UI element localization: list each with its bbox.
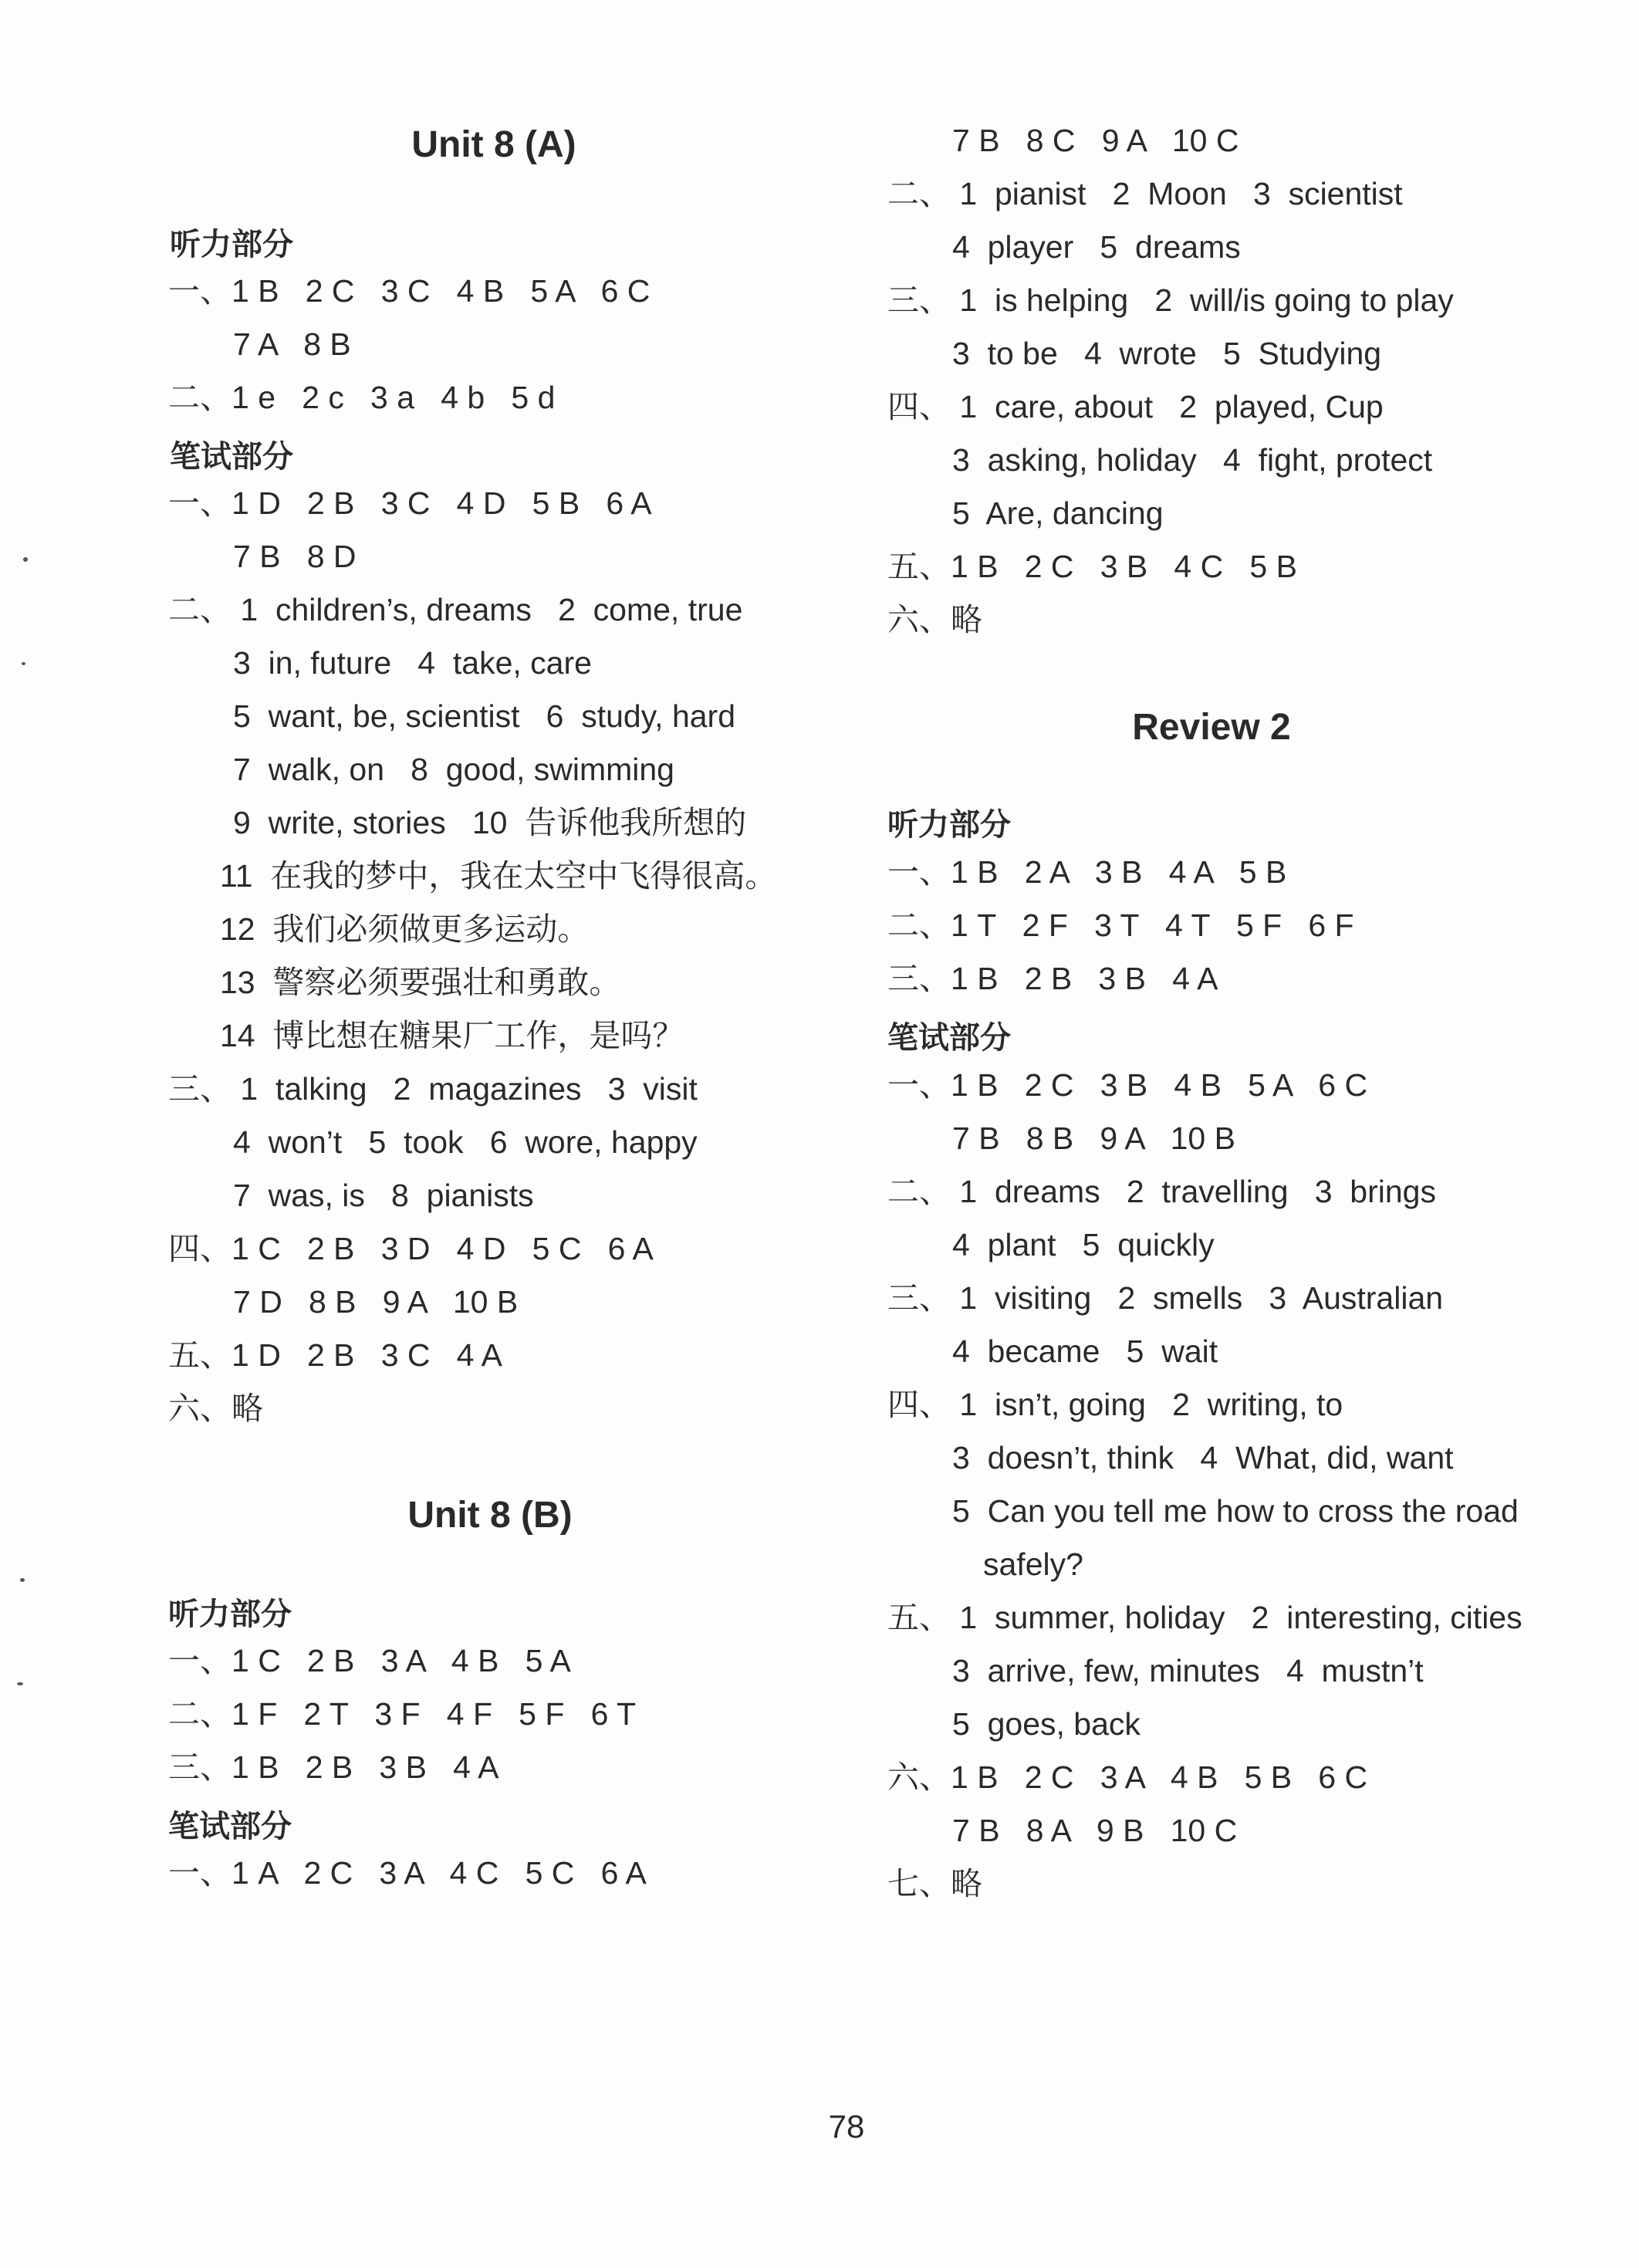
answer-line: 二、 1 dreams 2 travelling 3 brings — [887, 1174, 1436, 1209]
answer-line: 四、 1 care, about 2 played, Cup — [887, 389, 1384, 424]
unit-8b-listening-heading: 听力部分 — [168, 1597, 292, 1632]
answer-line: 一、1 D 2 B 3 C 4 D 5 B 6 A — [168, 485, 652, 521]
review-2-listening-heading: 听力部分 — [887, 807, 1011, 843]
unit-8a-listening-heading: 听力部分 — [170, 227, 293, 262]
answer-line: 7 was, is 8 pianists — [233, 1178, 534, 1213]
answer-line: 4 won’t 5 took 6 wore, happy — [233, 1124, 698, 1160]
answer-line: 五、 1 summer, holiday 2 interesting, cities — [887, 1600, 1522, 1635]
answer-line: 4 plant 5 quickly — [952, 1227, 1215, 1262]
answer-line: 二、 1 pianist 2 Moon 3 scientist — [887, 176, 1403, 211]
answer-line: 三、 1 is helping 2 will/is going to play — [887, 282, 1454, 318]
answer-line: 3 arrive, few, minutes 4 mustn’t — [952, 1653, 1424, 1688]
answer-line: 7 walk, on 8 good, swimming — [233, 752, 674, 787]
answer-line: 7 D 8 B 9 A 10 B — [233, 1284, 519, 1320]
answer-line: 一、1 A 2 C 3 A 4 C 5 C 6 A — [168, 1855, 647, 1891]
answer-line: 三、1 B 2 B 3 B 4 A — [887, 961, 1218, 996]
answer-line: 五、1 D 2 B 3 C 4 A — [168, 1337, 502, 1373]
review-2-writing-heading: 笔试部分 — [887, 1020, 1011, 1056]
answer-line: 六、1 B 2 C 3 A 4 B 5 B 6 C — [887, 1759, 1368, 1795]
answer-line: 4 became 5 wait — [952, 1333, 1218, 1369]
answer-line: 7 A 8 B — [233, 326, 351, 362]
unit-8b-writing-heading: 笔试部分 — [168, 1809, 292, 1844]
scan-speck — [22, 662, 25, 665]
answer-line: 三、 1 visiting 2 smells 3 Australian — [887, 1280, 1444, 1316]
answer-line: 六、略 — [168, 1391, 263, 1426]
scan-speck — [23, 557, 28, 562]
review-2-title: Review 2 — [1132, 707, 1291, 748]
answer-line: 3 doesn’t, think 4 What, did, want — [952, 1440, 1454, 1475]
answer-line: safely? — [983, 1546, 1083, 1582]
answer-line: 4 player 5 dreams — [952, 229, 1241, 265]
answer-line: 3 in, future 4 take, care — [233, 645, 592, 681]
answer-line: 12 我们必须做更多运动。 — [220, 911, 590, 947]
answer-line: 二、 1 children’s, dreams 2 come, true — [168, 592, 743, 627]
answer-line: 四、1 C 2 B 3 D 4 D 5 C 6 A — [168, 1231, 654, 1266]
answer-line: 13 警察必须要强壮和勇敢。 — [220, 965, 621, 1000]
answer-line: 7 B 8 C 9 A 10 C — [952, 123, 1239, 158]
answer-line: 七、略 — [887, 1866, 982, 1901]
scan-speck — [20, 1578, 25, 1582]
answer-line: 7 B 8 D — [233, 539, 357, 574]
answer-line: 7 B 8 A 9 B 10 C — [952, 1813, 1238, 1848]
answer-line: 5 Are, dancing — [952, 495, 1164, 531]
answer-line: 7 B 8 B 9 A 10 B — [952, 1120, 1235, 1156]
answer-line: 二、1 e 2 c 3 a 4 b 5 d — [168, 380, 556, 415]
unit-8a-writing-heading: 笔试部分 — [170, 439, 293, 475]
answer-line: 一、1 B 2 C 3 C 4 B 5 A 6 C — [168, 273, 651, 309]
unit-8a-title: Unit 8 (A) — [411, 124, 576, 165]
unit-8b-title: Unit 8 (B) — [407, 1495, 573, 1536]
answer-line: 5 Can you tell me how to cross the road — [952, 1493, 1519, 1529]
page-number: 78 — [828, 2108, 865, 2145]
answer-line: 一、1 C 2 B 3 A 4 B 5 A — [168, 1643, 571, 1678]
answer-line: 五、1 B 2 C 3 B 4 C 5 B — [887, 549, 1297, 584]
answer-line: 一、1 B 2 A 3 B 4 A 5 B — [887, 854, 1287, 890]
answer-line: 9 write, stories 10 告诉他我所想的 — [233, 805, 747, 840]
answer-line: 二、1 F 2 T 3 F 4 F 5 F 6 T — [168, 1696, 637, 1732]
answer-line: 11 在我的梦中，我在太空中飞得很高。 — [220, 858, 777, 894]
answer-line: 三、 1 talking 2 magazines 3 visit — [168, 1071, 698, 1107]
answer-line: 3 to be 4 wrote 5 Studying — [952, 336, 1382, 371]
answer-line: 14 博比想在糖果厂工作，是吗？ — [220, 1018, 684, 1053]
answer-line: 三、1 B 2 B 3 B 4 A — [168, 1749, 499, 1785]
answer-line: 一、1 B 2 C 3 B 4 B 5 A 6 C — [887, 1067, 1368, 1103]
answer-line: 四、 1 isn’t, going 2 writing, to — [887, 1387, 1343, 1422]
answer-line: 5 want, be, scientist 6 study, hard — [233, 698, 736, 734]
answer-line: 3 asking, holiday 4 fight, protect — [952, 442, 1433, 478]
scan-speck — [17, 1682, 23, 1685]
answer-line: 六、略 — [887, 602, 982, 637]
answer-line: 二、1 T 2 F 3 T 4 T 5 F 6 F — [887, 908, 1354, 943]
answer-line: 5 goes, back — [952, 1706, 1141, 1742]
